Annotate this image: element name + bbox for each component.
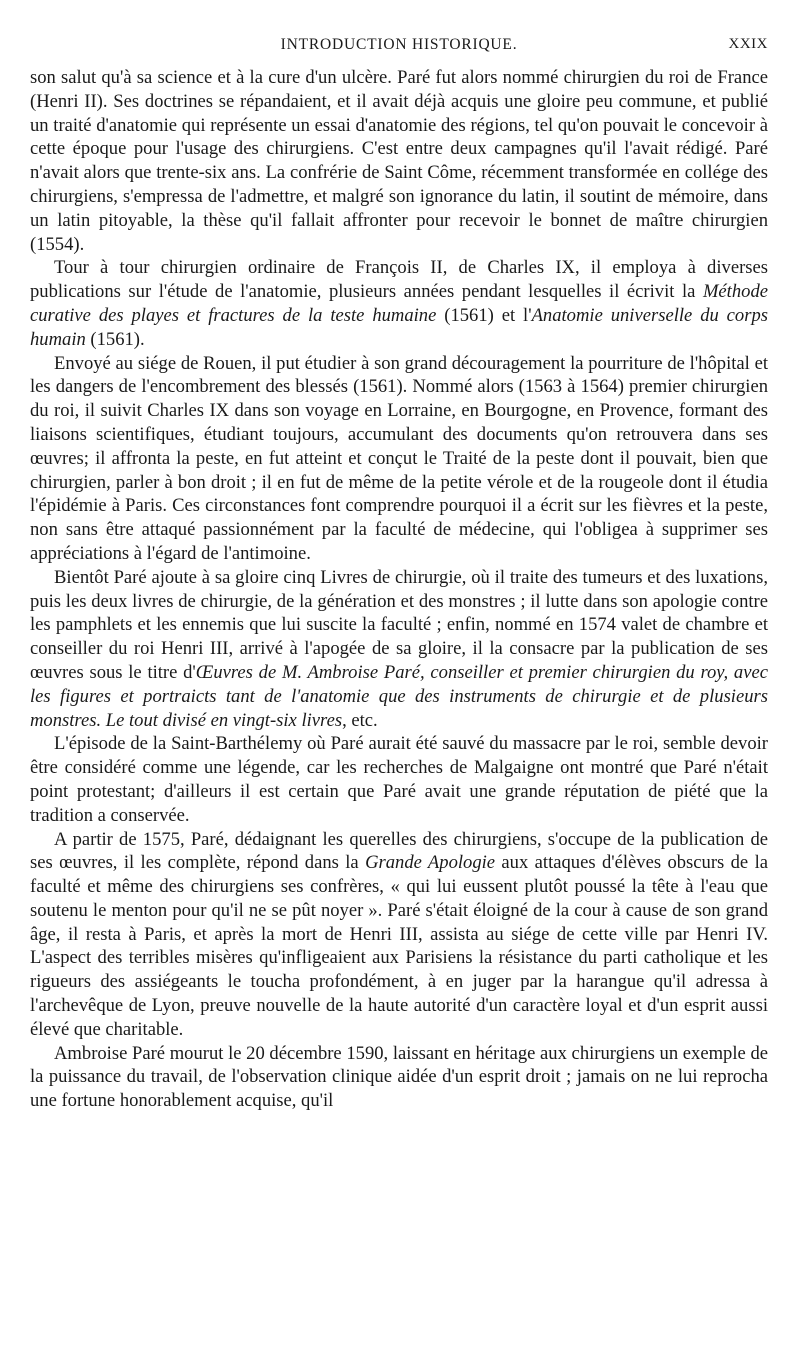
text-run: Bientôt Paré ajoute à sa gloire cinq Livres de chirurgie, où il traite des tumeurs et des luxations, puis les deux livres de chirurgie, de la génération et des monstres ; il lutte dans son apologie contre les pamphlets et les ennemis que lui suscite la faculté ; enfin, nommé en 1574 valet de chambre et conseiller du roi Henri III, arrivé à l'apogée de sa gloire, il la consacre par la publication de ses œuvres sous le titre d' [30,566,768,683]
italic-title: Anatomie universelle du corps humain [30,304,768,350]
paragraph [30,732,768,827]
text-run: son salut qu'à sa science et à la cure d'un ulcère. Paré fut alors nommé chirurgien du roi de France (Henri II). Ses doctrines se répandaient, et il avait déjà acquis une gloire peu commune, et publié un traité d'anatomie qui représente un essai d'anatomie des régions, tel qu'on pouvait le concevoir à cette époque pour l'usage des chirurgiens. C'est entre deux campagnes qu'il l'avait rédigé. Paré n'avait alors que trente-six ans. La confrérie de Saint Côme, récemment transformée en collége des chirurgiens, s'empressa de l'admettre, et malgré son ignorance du latin, il soutint de mémoire, dans un latin pitoyable, la thèse qu'il fallait affronter pour recevoir le bonnet de maître chirurgien (1554). [30,67,768,255]
text-run: Envoyé au siége de Rouen, il put étudier à son grand découragement la pourriture de l'hôpital et les dangers de l'encombrement des blessés (1561). Nommé alors (1563 à 1564) premier chirurgien du roi, il suivit Charles IX dans son voyage en Lorraine, en Bourgogne, en Provence, formant des liaisons scientifiques, étudiant toujours, accumulant des documents qu'on retrouvera dans ses œuvres; il affronta la peste, en fut atteint et conçut le Traité de la peste dont il pouvait, bien que chirurgien, parler à bon droit ; il en fut de même de la petite vérole et de la rougeole dont il étudia l'épidémie à Paris. Ces circonstances font comprendre pourquoi il a écrit sur les fièvres et la peste, non sans être attaqué passionnément par la faculté de médecine, qui l'obligea à supprimer ses appréciations à l'égard de l'antimoine. [30,352,768,564]
text-run: (1561) et l' [436,304,532,326]
body-text [30,66,768,1113]
text-run: A partir de 1575, Paré, dédaignant les querelles des chirurgiens, s'occupe de la publication de ses œuvres, il les complète, répond dans la [30,828,768,874]
italic-title: Grande Apologie [365,852,496,874]
text-run: aux attaques d'élèves obscurs de la faculté et même des chirurgiens ses confrères, « qui lui eussent plutôt poussé la tête à l'eau que soutenu le menton pour qu'il ne se pût noyer ». Paré s'était éloigné de la cour à cause de son grand âge, il resta à Paris, et après la mort de Henri III, assista au siége de cette ville par Henri IV. L'aspect des terribles misères qu'infligeaient aux Parisiens la résistance du parti catholique et les rigueurs des assiégeants le toucha profondément, à en juger par la harangue qu'il adressa à l'archevêque de Lyon, preuve nouvelle de la haute autorité d'un caractère loyal et d'un esprit aussi élevé que charitable. [30,852,768,1040]
page-number: XXIX [728,36,768,52]
text-run: L'épisode de la Saint-Barthélemy où Paré aurait été sauvé du massacre par le roi, semble devoir être considéré comme une légende, car les recherches de Malgaigne ont montré que Paré n'était point protestant; d'ailleurs il est certain que Paré avait une grande réputation de piété que la tradition a conservée. [30,733,768,826]
text-run: Ambroise Paré mourut le 20 décembre 1590, laissant en héritage aux chirurgiens un exemple de la puissance du travail, de l'observation clinique aidée d'un esprit droit ; jamais on ne lui reprocha une fortune honorablement acquise, qu'il [30,1042,768,1112]
running-head [30,36,768,56]
text-run: (1561). [85,328,145,350]
paragraph [30,566,768,733]
italic-title: Œuvres de M. Ambroise Paré, conseiller et premier chirurgien du roy, avec les figures et portraicts tant de l'anatomie que des instruments de chirurgie et de plusieurs monstres. Le tout divisé en vingt-six livres [30,661,768,731]
text-run: , etc. [342,709,378,731]
italic-title: Méthode curative des playes et fractures de la teste humaine [30,281,768,326]
paragraph [30,66,768,256]
paragraph [30,1042,768,1113]
paragraph [30,352,768,566]
running-title: INTRODUCTION HISTORIQUE. [280,36,518,53]
paragraph [30,256,768,351]
text-run: Tour à tour chirurgien ordinaire de François II, de Charles IX, il employa à diverses publications sur l'étude de l'anatomie, plusieurs années pendant lesquelles il écrivit la [30,257,768,303]
paragraph [30,828,768,1042]
